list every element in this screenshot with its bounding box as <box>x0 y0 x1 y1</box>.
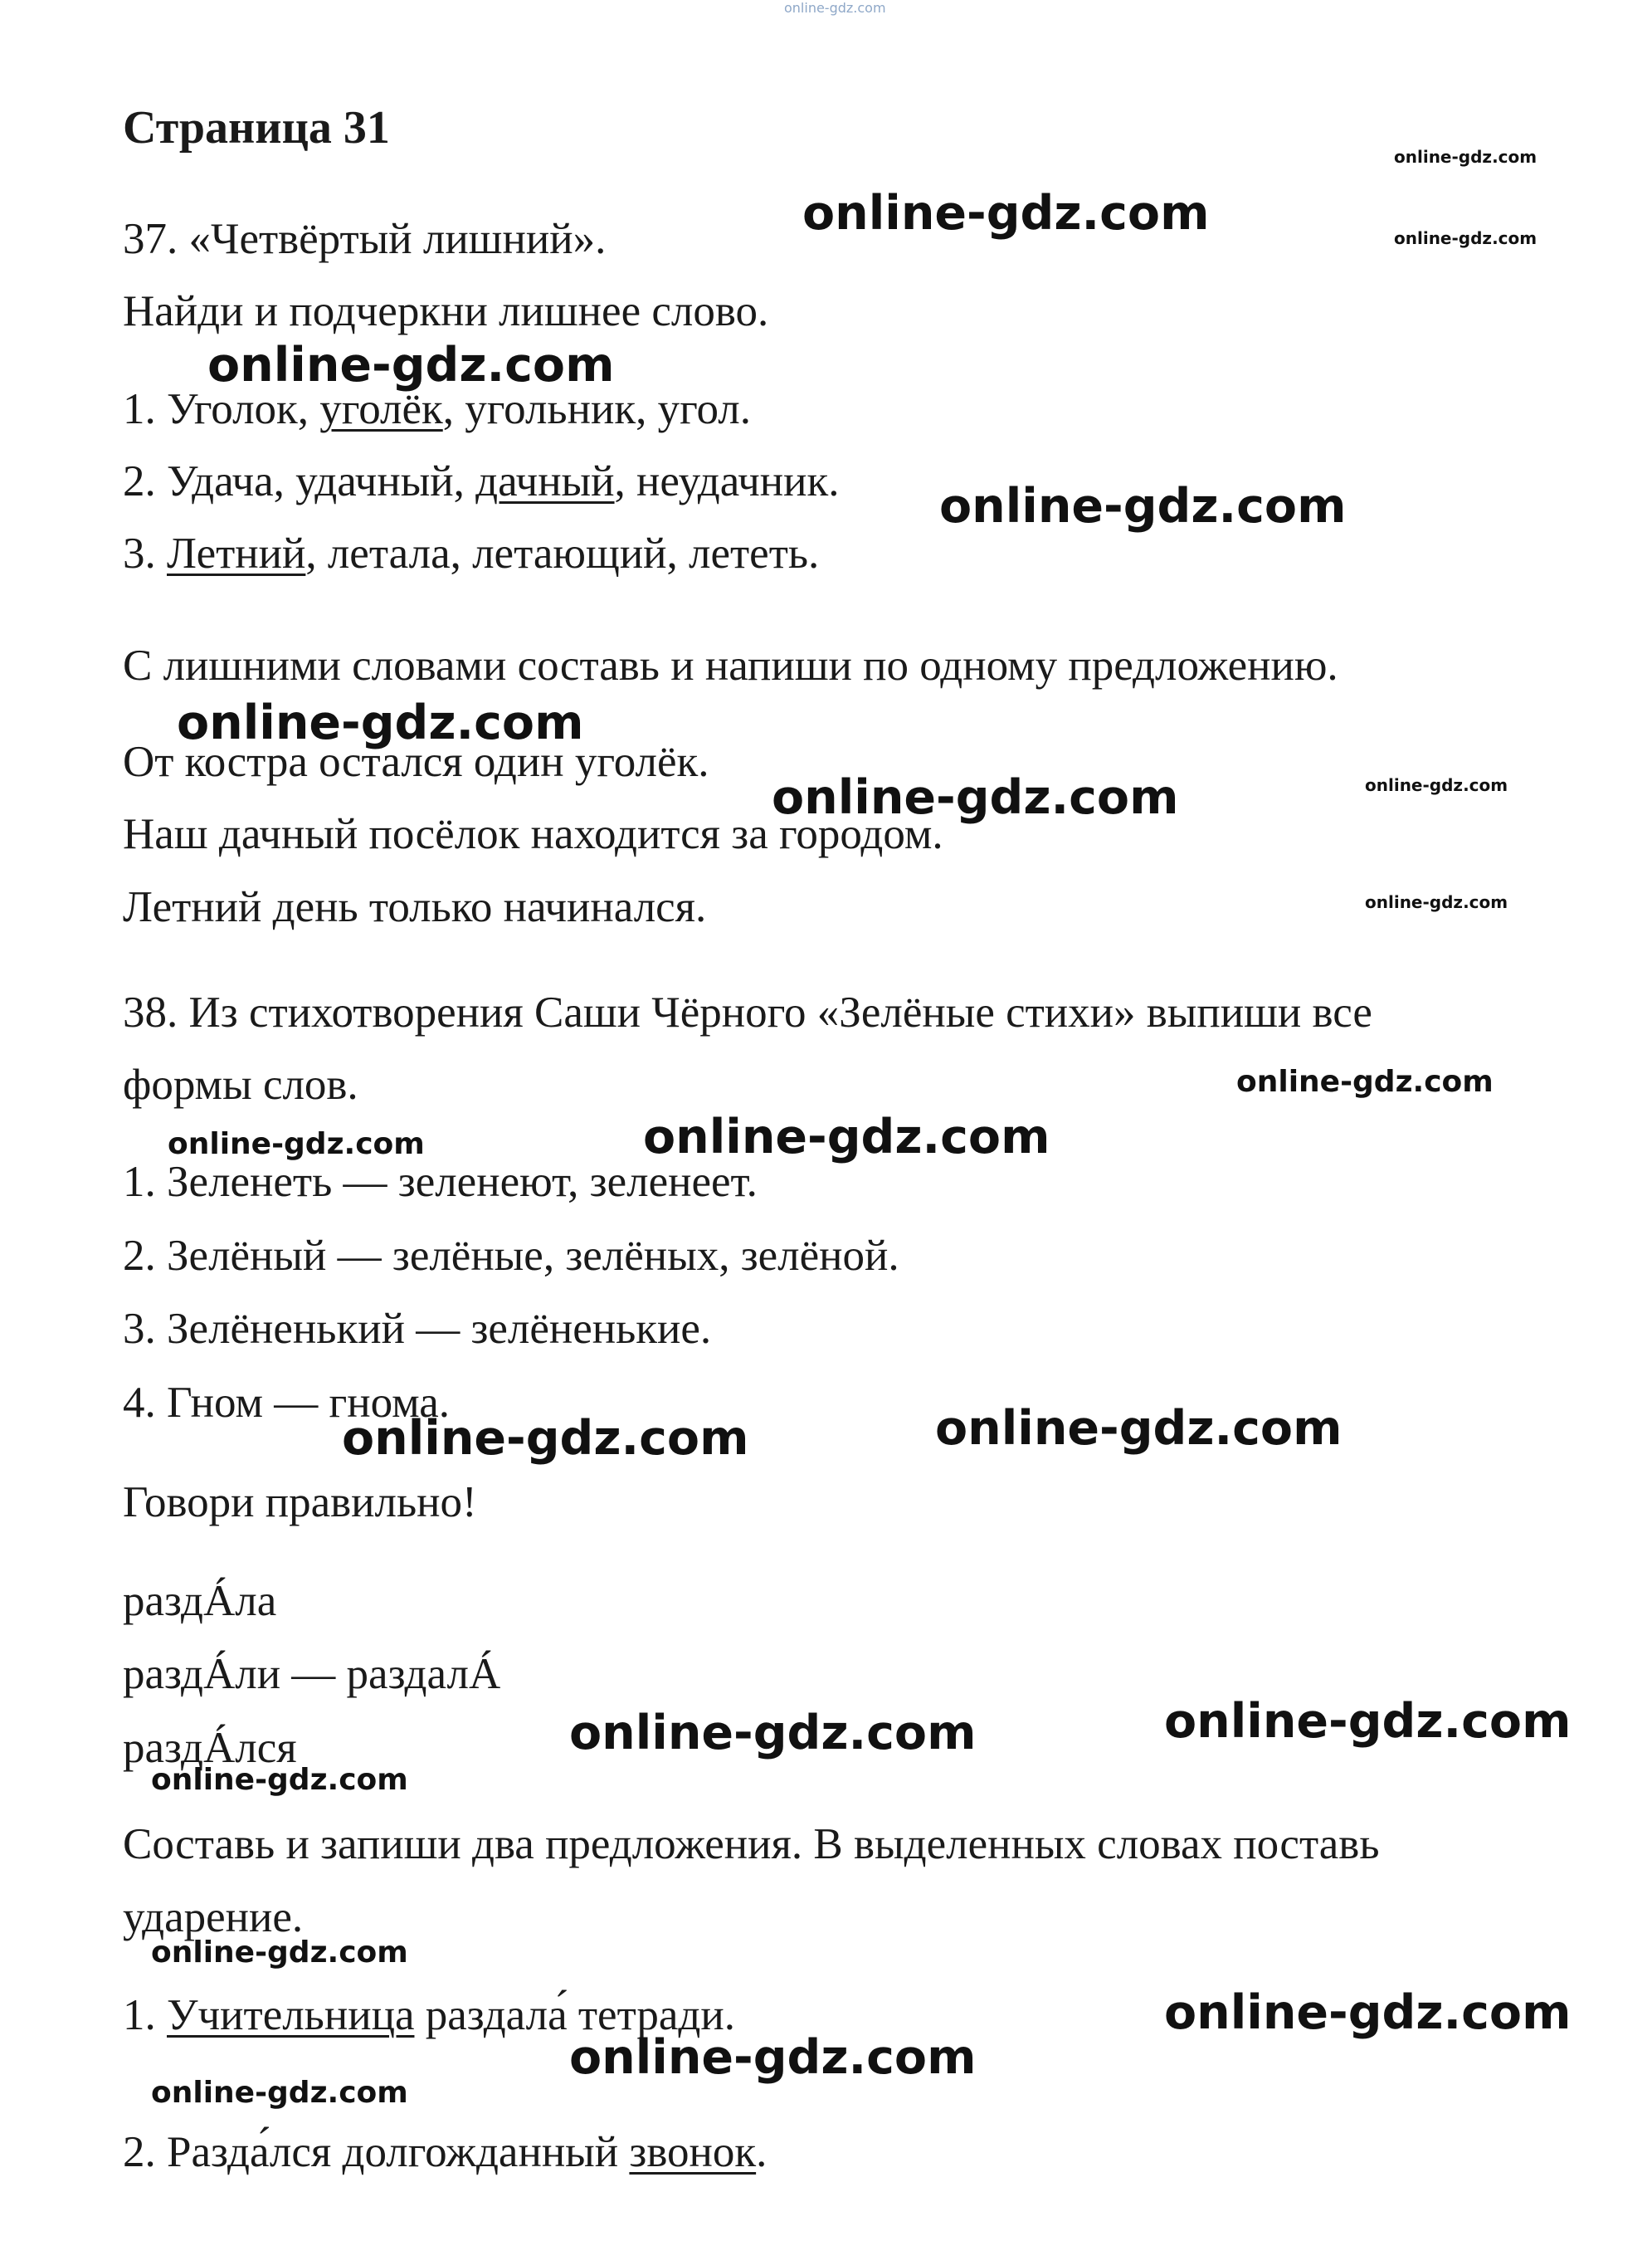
answer-text-before: Разда́лся долгожданный <box>167 2128 630 2176</box>
watermark: online-gdz.com <box>939 479 1347 534</box>
task38-item-2: 2. Зелёный — зелёные, зелёных, зелёной. <box>123 1232 899 1280</box>
watermark: online-gdz.com <box>935 1401 1343 1456</box>
answer-underlined-word: Учительница <box>167 1991 415 2039</box>
watermark: online-gdz.com <box>569 2030 977 2085</box>
task38-heading-line2: формы слов. <box>123 1061 358 1109</box>
accent-line-3: раздÁлся <box>123 1724 297 1772</box>
watermark: online-gdz.com <box>643 1110 1050 1164</box>
task37-instruction2: С лишними словами составь и напиши по одному предложению. <box>123 642 1338 690</box>
task37-heading: 37. «Четвёртый лишний». <box>123 215 607 263</box>
row-number: 3. <box>123 530 167 578</box>
watermark: online-gdz.com <box>342 1411 749 1466</box>
accent-line-1: раздÁла <box>123 1577 277 1625</box>
watermark: online-gdz.com <box>1164 1694 1572 1749</box>
task37-sentence-2: Наш дачный посёлок находится за городом. <box>123 810 943 858</box>
watermark: online-gdz.com <box>772 770 1179 825</box>
watermark: online-gdz.com <box>151 1936 408 1970</box>
answer-text-after: раздала́ тетради. <box>414 1991 735 2039</box>
watermark: online-gdz.com <box>569 1706 977 1760</box>
task38-item-1: 1. Зеленеть — зеленеют, зеленеет. <box>123 1158 758 1206</box>
watermark: online-gdz.com <box>168 1127 425 1161</box>
watermark: online-gdz.com <box>207 338 615 393</box>
task37-instruction: Найди и подчеркни лишнее слово. <box>123 287 769 335</box>
watermark: online-gdz.com <box>802 186 1210 241</box>
task37-row-2 <box>123 456 840 507</box>
task38-instruction-line1: Составь и запиши два предложения. В выделенных словах поставь <box>123 1820 1380 1868</box>
task37-sentence-3: Летний день только начинался. <box>123 883 707 931</box>
watermark: online-gdz.com <box>1365 775 1508 795</box>
watermark: online-gdz.com <box>1394 228 1537 248</box>
watermark-top: online-gdz.com <box>784 0 886 16</box>
task38-item-4: 4. Гном — гнома. <box>123 1379 451 1427</box>
odd-word: Летний <box>167 530 306 578</box>
row-number: 1. <box>123 385 167 433</box>
watermark: online-gdz.com <box>151 1763 408 1797</box>
answer-underlined-word: звонок <box>629 2128 757 2176</box>
watermark: online-gdz.com <box>1394 147 1537 167</box>
row-text-before: Удача, удачный, <box>167 457 476 505</box>
task38-item-3: 3. Зелёненький — зелёненькие. <box>123 1305 712 1353</box>
watermark: online-gdz.com <box>177 696 584 750</box>
watermark: online-gdz.com <box>1236 1065 1494 1099</box>
row-text-after: , угольник, угол. <box>442 385 751 433</box>
answer-number: 1. <box>123 1991 167 2039</box>
row-text-before: Уголок, <box>167 385 320 433</box>
accent-line-2: раздÁли — раздалÁ <box>123 1650 501 1698</box>
watermark: online-gdz.com <box>151 2076 408 2110</box>
row-number: 2. <box>123 457 167 505</box>
answer-text-after: . <box>756 2128 768 2176</box>
watermark: online-gdz.com <box>1365 892 1508 912</box>
task38-answer-2 <box>123 2127 767 2178</box>
answer-number: 2. <box>123 2128 167 2176</box>
odd-word: уголёк <box>319 385 443 433</box>
row-text-after: , неудачник. <box>614 457 840 505</box>
task38-instruction-line2: ударение. <box>123 1893 304 1941</box>
task38-heading-line1: 38. Из стихотворения Саши Чёрного «Зелёные стихи» выпиши все <box>123 988 1372 1037</box>
task37-row-3 <box>123 529 819 579</box>
say-right-heading: Говори правильно! <box>123 1478 477 1526</box>
watermark: online-gdz.com <box>1164 1985 1572 2040</box>
task37-sentence-1: От костра остался один уголёк. <box>123 738 709 786</box>
odd-word: дачный <box>475 457 615 505</box>
page-title: Страница 31 <box>123 102 390 154</box>
row-text-after: , летала, летающий, лететь. <box>305 530 820 578</box>
